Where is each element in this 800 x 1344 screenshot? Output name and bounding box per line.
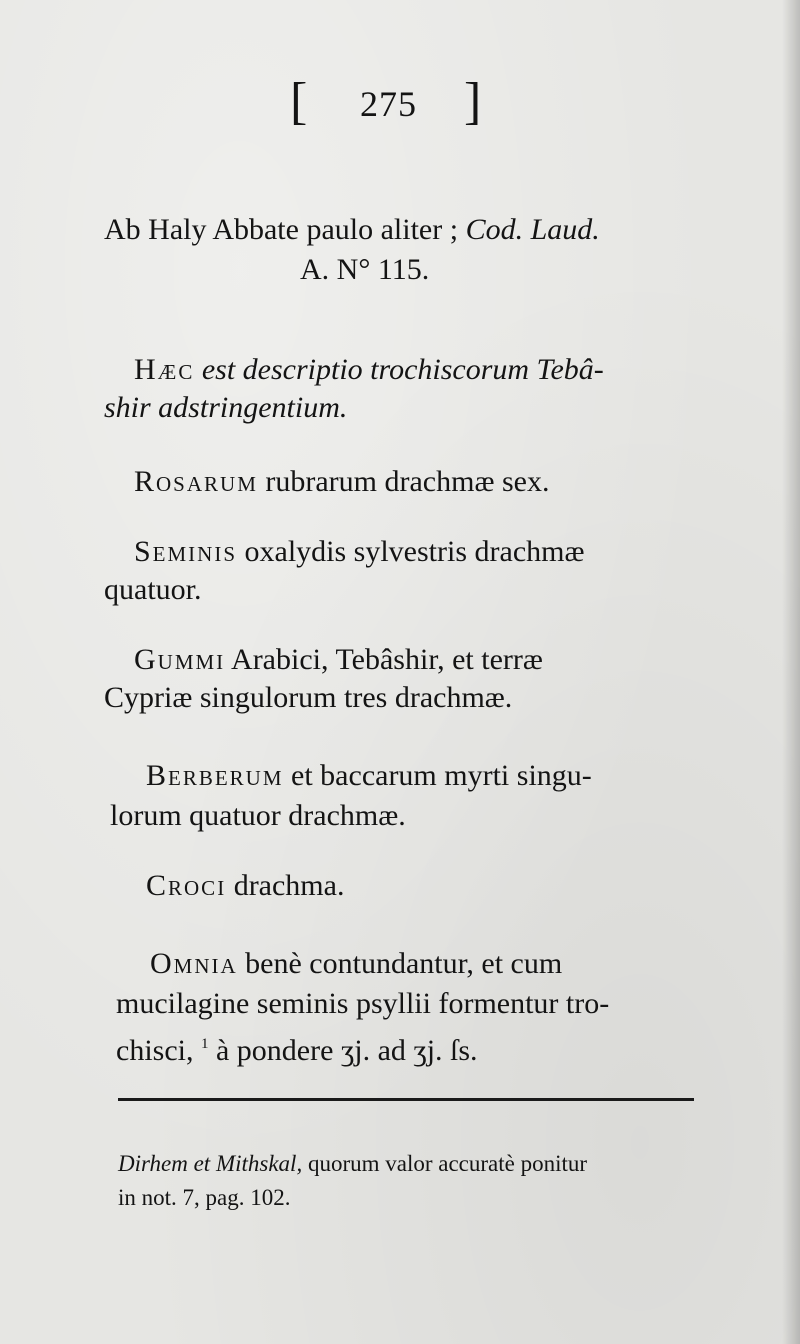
heading-line-1 — [134, 350, 604, 390]
intro-line-1 — [104, 210, 600, 250]
paragraph-gummi-line-1 — [134, 640, 543, 680]
footnote-term: Dirhem et Mithskal, — [118, 1151, 303, 1176]
gummi-lead: Gummi — [134, 643, 226, 676]
footnote-marker: 1 — [200, 1036, 209, 1052]
intro-text: Ab Haly Abbate paulo aliter ; — [104, 213, 466, 246]
omnia-text-3a: chisci, — [116, 1034, 194, 1067]
paragraph-seminis-line-2: quatuor. — [104, 573, 202, 606]
heading-text-1: est descriptio trochiscorum Tebâ- — [201, 353, 604, 386]
heading-line-2: shir adstringentium. — [104, 391, 348, 424]
paragraph-rosarum — [134, 462, 549, 502]
paragraph-gummi-line-2: Cypriæ singulorum tres drachmæ. — [104, 681, 513, 714]
gummi-text-1: Arabici, Tebâshir, et terræ — [231, 643, 543, 676]
seminis-text-1: oxalydis sylvestris drachmæ — [244, 535, 585, 568]
berberum-text-1: et baccarum myrti singu- — [291, 759, 592, 792]
footnote-rule — [118, 1098, 694, 1101]
paragraph-seminis-line-1 — [134, 532, 584, 572]
paragraph-omnia-line-2: mucilagine seminis psyllii formentur tro- — [116, 987, 610, 1020]
berberum-lead: Berberum — [146, 759, 284, 792]
footnote-text-1: quorum valor accuratè ponitur — [307, 1151, 588, 1176]
rosarum-lead: Rosarum — [134, 465, 258, 498]
paragraph-omnia-line-3 — [116, 1024, 478, 1071]
header-bracket-open: [ — [290, 73, 308, 130]
intro-source: Cod. Laud. — [465, 213, 600, 246]
croci-text: drachma. — [233, 869, 345, 902]
paragraph-berberum-line-1 — [146, 756, 592, 796]
omnia-text-1: benè contundantur, et cum — [245, 947, 563, 980]
omnia-lead: Omnia — [150, 947, 238, 980]
paragraph-croci — [146, 866, 344, 906]
intro-line-2: A. N° 115. — [300, 253, 430, 286]
rosarum-text: rubrarum drachmæ sex. — [265, 465, 550, 498]
footnote-line-1 — [118, 1148, 587, 1180]
paragraph-berberum-line-2: lorum quatuor drachmæ. — [110, 799, 406, 832]
omnia-text-3b: à pondere ʒj. ad ʒj. ſs. — [215, 1034, 478, 1067]
heading-lead: Hæc — [134, 353, 195, 386]
running-header — [280, 72, 500, 132]
footnote-line-2: in not. 7, pag. 102. — [118, 1185, 291, 1210]
croci-lead: Croci — [146, 869, 227, 902]
seminis-lead: Seminis — [134, 535, 238, 568]
paragraph-omnia-line-1 — [150, 944, 562, 984]
header-bracket-close: ] — [464, 73, 482, 130]
page-edge-shadow — [782, 0, 800, 1344]
page-number: 275 — [360, 84, 417, 124]
